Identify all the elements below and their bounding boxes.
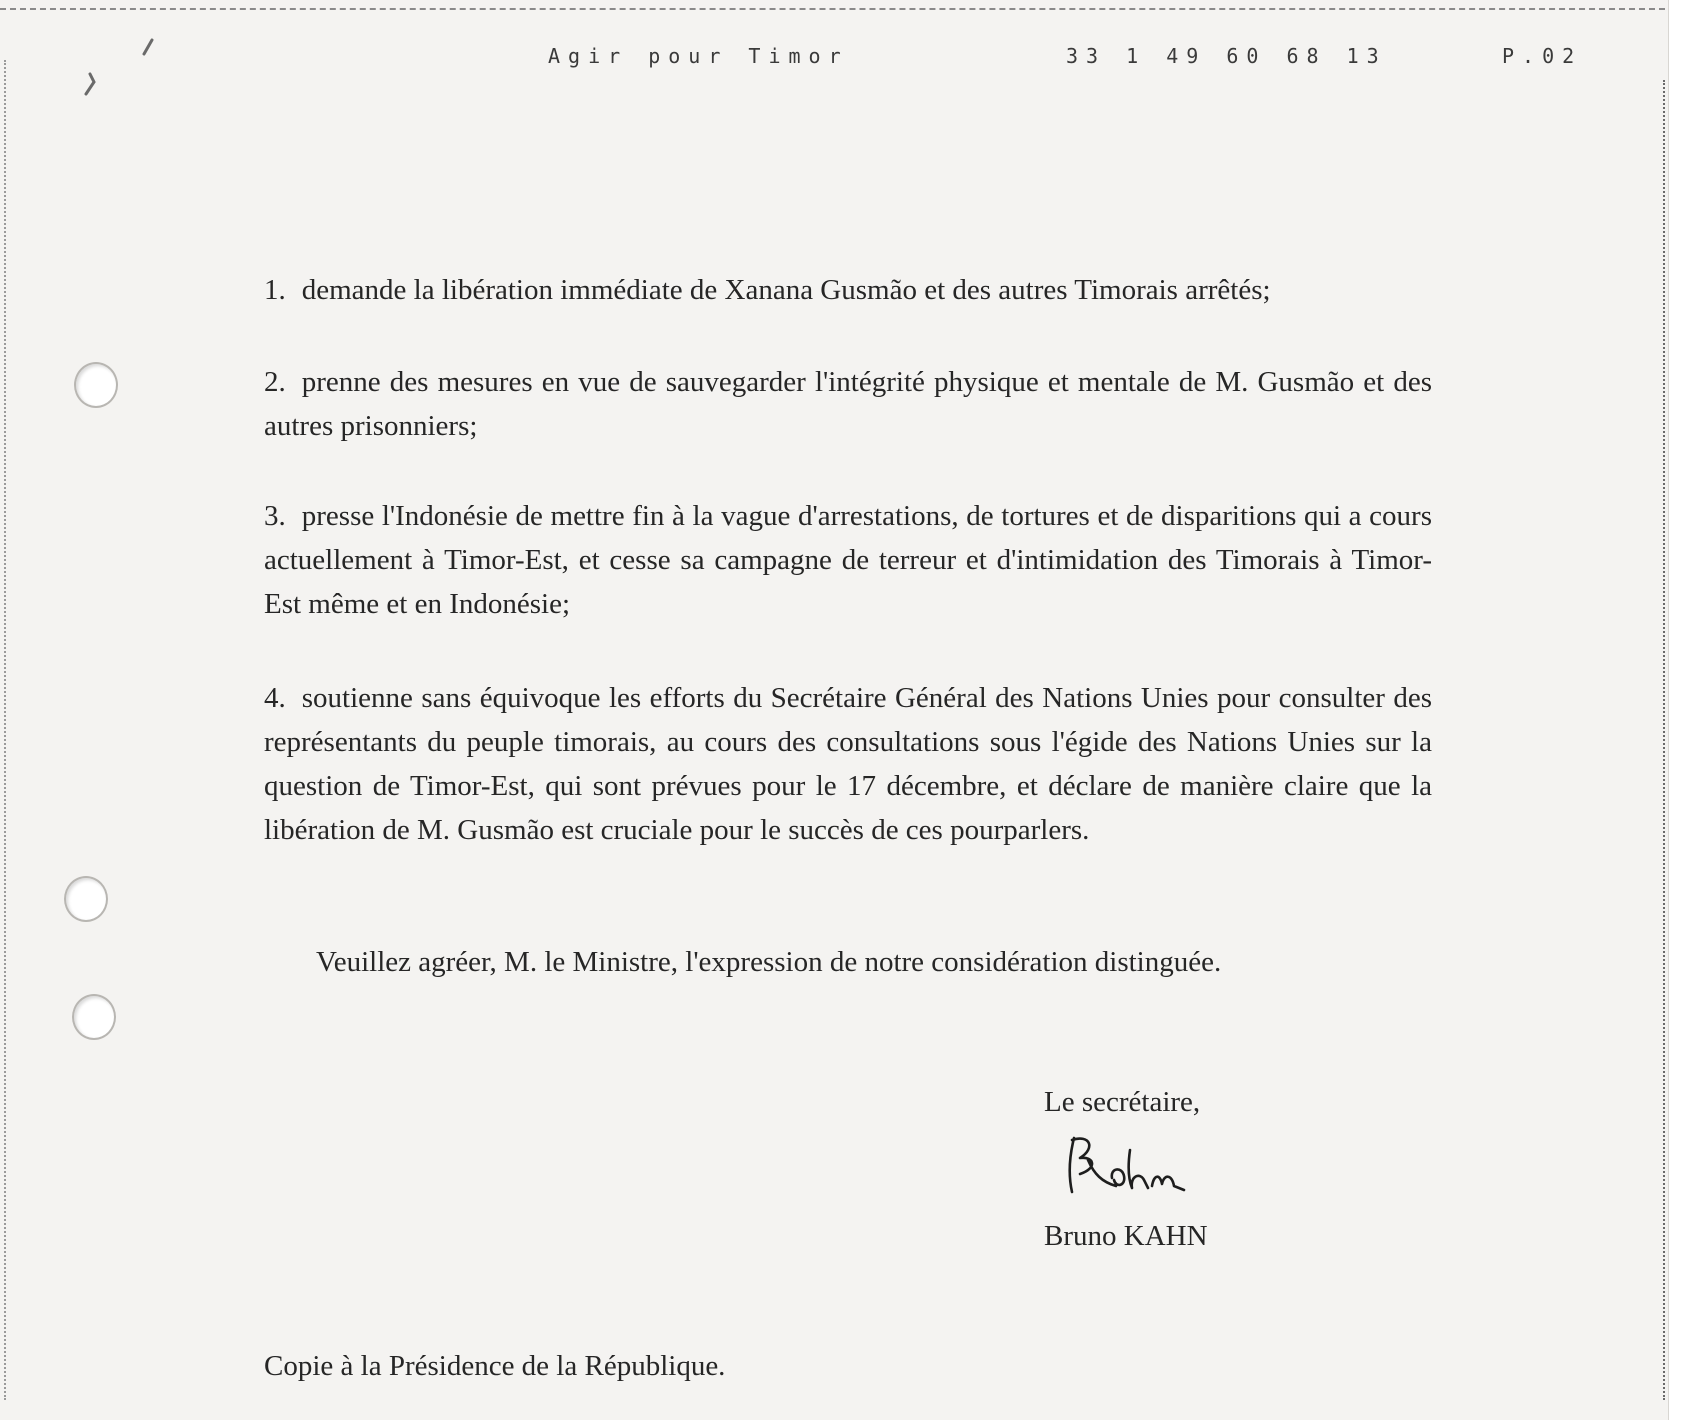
closing-formula: Veuillez agréer, M. le Ministre, l'expression de notre considération distinguée.: [316, 946, 1222, 978]
top-edge-dashes: [0, 8, 1665, 10]
fax-page-number: P.02: [1502, 44, 1583, 68]
fax-phone: 33 1 49 60 68 13: [1066, 44, 1387, 68]
item-number: 2.: [264, 366, 286, 398]
fax-sender: Agir pour Timor: [548, 44, 849, 68]
list-item-1: [264, 268, 1432, 312]
item-number: 3.: [264, 500, 286, 532]
signature-title: Le secrétaire,: [1044, 1086, 1201, 1118]
item-text: prenne des mesures en vue de sauvegarder l'intégrité physique et mentale de M. Gusmão et des autres prisonniers;: [264, 366, 1432, 442]
punch-hole-3: [72, 994, 116, 1040]
item-text: demande la libération immédiate de Xanana Gusmão et des autres Timorais arrêtés;: [301, 274, 1271, 306]
fax-header: [0, 44, 1707, 74]
right-edge-dots: [1663, 80, 1667, 1400]
handwritten-signature: [1060, 1130, 1190, 1200]
punch-hole-2: [64, 876, 108, 922]
copy-note: Copie à la Présidence de la République.: [264, 1350, 726, 1382]
list-item-3: [264, 494, 1432, 626]
right-paper-edge: [1668, 0, 1707, 1420]
item-text: presse l'Indonésie de mettre fin à la vague d'arrestations, de tortures et de disparitions qui a cours actuellement à Timor-Est, et cesse sa campagne de terreur et d'intimidation des Timorais à Timor-Est même et en Indonésie;: [264, 500, 1432, 620]
item-number: 1.: [264, 274, 286, 306]
list-item-4: [264, 676, 1432, 852]
item-text: soutienne sans équivoque les efforts du Secrétaire Général des Nations Unies pour consulter des représentants du peuple timorais, au cours des consultations sous l'égide des Nations Unies sur la question de Timor-Est, qui sont prévues pour le 17 décembre, et déclare de manière claire que la libération de M. Gusmão est cruciale pour le succès de ces pourparlers.: [264, 682, 1432, 846]
item-number: 4.: [264, 682, 286, 714]
signatory-name: Bruno KAHN: [1044, 1220, 1208, 1252]
left-edge-dots: [4, 60, 8, 1400]
list-item-2: [264, 360, 1432, 448]
punch-hole-1: [74, 362, 118, 408]
